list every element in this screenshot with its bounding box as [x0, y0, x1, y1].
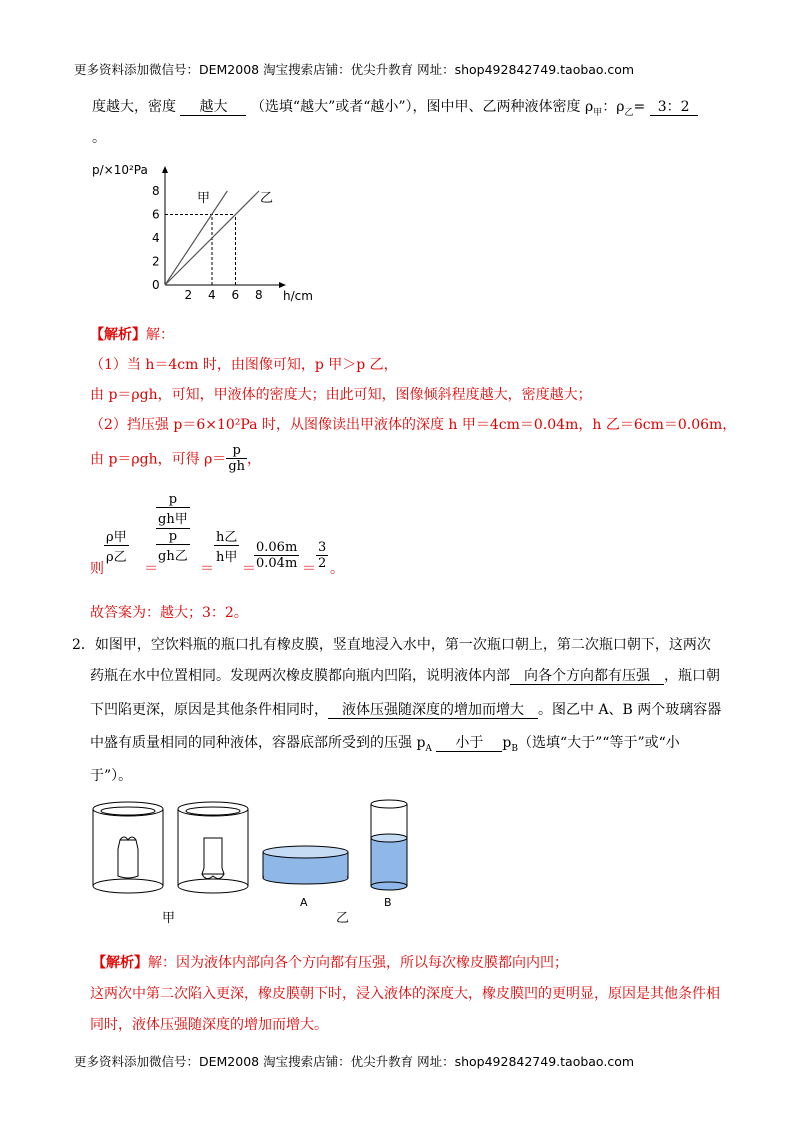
q2-text-4d: （选填“大于”“等于”或“小: [517, 735, 680, 751]
top-text-a: 度越大，密度: [92, 99, 176, 115]
beaker-2: [178, 802, 248, 893]
h-jia: h甲: [216, 550, 238, 565]
cbot-den: gh乙: [158, 549, 188, 564]
v006: 0.06m: [256, 540, 298, 555]
solution-1-line-2: 由 p＝ρgh，可知，甲液体的密度大；由此可知，图像倾斜程度越大，密度越大；: [90, 387, 592, 403]
q2-text-4a: 中盛有质量相同的同种液体，容器底部所受到的压强 p: [90, 735, 426, 751]
formula-comma: ，: [247, 451, 262, 468]
series-jia-label: 甲: [197, 191, 211, 206]
formula-rho-text: 由 p＝ρgh，可得 ρ＝: [90, 451, 227, 468]
beaker-1: [93, 802, 163, 893]
fig-label-jia: 甲: [162, 911, 176, 926]
q2-p: p: [502, 735, 512, 751]
q2-text-3a: 下凹陷更深，原因是其他条件相同时，: [90, 702, 328, 718]
q2-text-3c: 。图乙中 A、B 两个玻璃容器: [538, 702, 722, 718]
eq-1: ＝: [144, 561, 158, 577]
y-axis-arrow: [162, 166, 168, 173]
y-tick-label: 4: [152, 231, 160, 245]
q2-text-2c: ，瓶口朝: [664, 668, 720, 684]
page-footer: 更多资料添加微信号：DEM2008 淘宝搜索店铺：优尖升教育 网址：shop492842749.taobao.com: [74, 1054, 635, 1069]
question-2-line-3: [90, 699, 721, 719]
solution-1-line-1: （1）当 h＝4cm 时，由图像可知，p 甲＞p 乙，: [90, 357, 398, 373]
three: 3: [318, 540, 327, 555]
y-tick-label: 6: [152, 207, 160, 222]
answer-blank-ratio: 3：2: [650, 99, 698, 116]
top-eq: =: [633, 99, 646, 115]
answer-blank-density: 越大: [180, 99, 246, 116]
question-2-line-1: [72, 634, 711, 654]
page-header: 更多资料添加微信号：DEM2008 淘宝搜索店铺：优尖升教育 网址：shop492842749.taobao.com: [74, 62, 635, 77]
fig-label-B: B: [384, 896, 392, 909]
x-axis-arrow: [279, 282, 286, 288]
fraction-p-over-gh: [226, 443, 247, 474]
top-text-c: （选填“越大”或者“越小”），图中甲、乙两种液体密度 ρ: [250, 99, 594, 115]
solution-2-text-1: 解：因为液体内部向各个方向都有压强，所以每次橡皮膜都向内凹；: [148, 955, 568, 971]
end-mark: 。: [330, 561, 344, 577]
sub-A: A: [425, 743, 432, 754]
eq-4: ＝: [302, 561, 316, 577]
q2-text-2a: 药瓶在水中位置相同。发现两次橡皮膜都向瓶内凹陷，说明液体内部: [90, 668, 510, 684]
solution-2-line-3: 同时，液体压强随深度的增加而增大。: [90, 1017, 328, 1033]
y-tick-label: 0: [152, 278, 160, 292]
frac-bottom: [156, 529, 190, 564]
rho-yi: ρ乙: [106, 550, 127, 565]
answer-blank-direction: 向各个方向都有压强: [510, 668, 664, 685]
x-tick-label: 4: [208, 288, 216, 302]
v004: 0.04m: [256, 556, 298, 571]
q2-text-1: 如图甲，空饮料瓶的瓶口扎有橡皮膜，竖直地浸入水中，第一次瓶口朝上，第二次瓶口朝下，这两次: [94, 637, 711, 653]
solution-2-line-2: 这两次中第二次陷入更深，橡皮膜朝下时，浸入液体的深度大，橡皮膜凹的更明显，原因是其他条件相: [90, 986, 720, 1002]
sub-B: B: [511, 743, 518, 754]
x-tick-label: 6: [231, 288, 240, 302]
solution-tag: 【解析】: [90, 327, 146, 343]
eq-3: ＝: [242, 561, 256, 577]
solution-1-title: [90, 324, 174, 344]
answer-summary: 故答案为：越大；3：2。: [90, 605, 248, 621]
top-text-e: ：ρ: [602, 99, 625, 115]
question-2-line-2: [90, 665, 720, 685]
solution-1-line-3: （2）挡压强 p＝6×10²Pa 时，从图像读出甲液体的深度 h 甲＝4cm＝0.04m，h 乙＝6cm＝0.06m，: [90, 417, 737, 433]
h-yi: h乙: [214, 526, 239, 546]
pressure-depth-graph: [90, 158, 330, 308]
fraction-values: [254, 540, 299, 571]
fig-label-yi: 乙: [336, 911, 350, 926]
solution-1-line-4: [90, 443, 261, 474]
y-tick-label: 2: [152, 254, 160, 269]
answer-blank-depth: 液体压强随深度的增加而增大: [328, 702, 538, 719]
graph-ylabel: p/×10²Pa: [92, 163, 148, 177]
question-2-line-5: 于”）。: [90, 768, 133, 784]
top-line-2: 。: [92, 130, 106, 146]
solution-tag-2: 解：: [146, 327, 174, 343]
sub-jia: 甲: [593, 107, 603, 118]
figure-experiments: [88, 794, 418, 934]
solution-2-line-1: [92, 952, 568, 972]
fraction-h-ratio: [214, 526, 239, 565]
ze-text: 则: [90, 561, 104, 577]
graph-xlabel: h/cm: [283, 289, 313, 303]
question-number: 2．: [72, 637, 95, 653]
frac-den: gh: [228, 459, 246, 474]
ctop-den: gh甲: [158, 512, 188, 527]
container-A: [263, 846, 348, 884]
eq-2: ＝: [200, 561, 214, 577]
two: 2: [318, 556, 327, 571]
top-line-1: [92, 96, 698, 118]
container-B: [371, 800, 407, 890]
series-yi-line: [165, 191, 259, 285]
solution-2-tag: 【解析】: [92, 955, 148, 971]
x-tick-label: 2: [184, 288, 193, 302]
cbot-num: p: [156, 529, 190, 545]
fig-label-A: A: [300, 896, 308, 909]
sub-yi: 乙: [624, 107, 634, 118]
frac-top: [156, 492, 190, 527]
rho-jia: ρ甲: [104, 526, 129, 546]
frac-num: p: [226, 443, 247, 459]
y-tick-label: 8: [152, 184, 160, 198]
ctop-num: p: [156, 492, 190, 508]
question-2-line-4: [90, 732, 680, 754]
answer-blank-compare: 小于: [436, 735, 502, 752]
fraction-rho-ratio: [104, 526, 129, 565]
x-tick-label: 8: [255, 288, 263, 302]
compound-fraction: [156, 492, 190, 564]
fraction-3-2: [316, 540, 328, 571]
series-yi-label: 乙: [260, 191, 274, 206]
